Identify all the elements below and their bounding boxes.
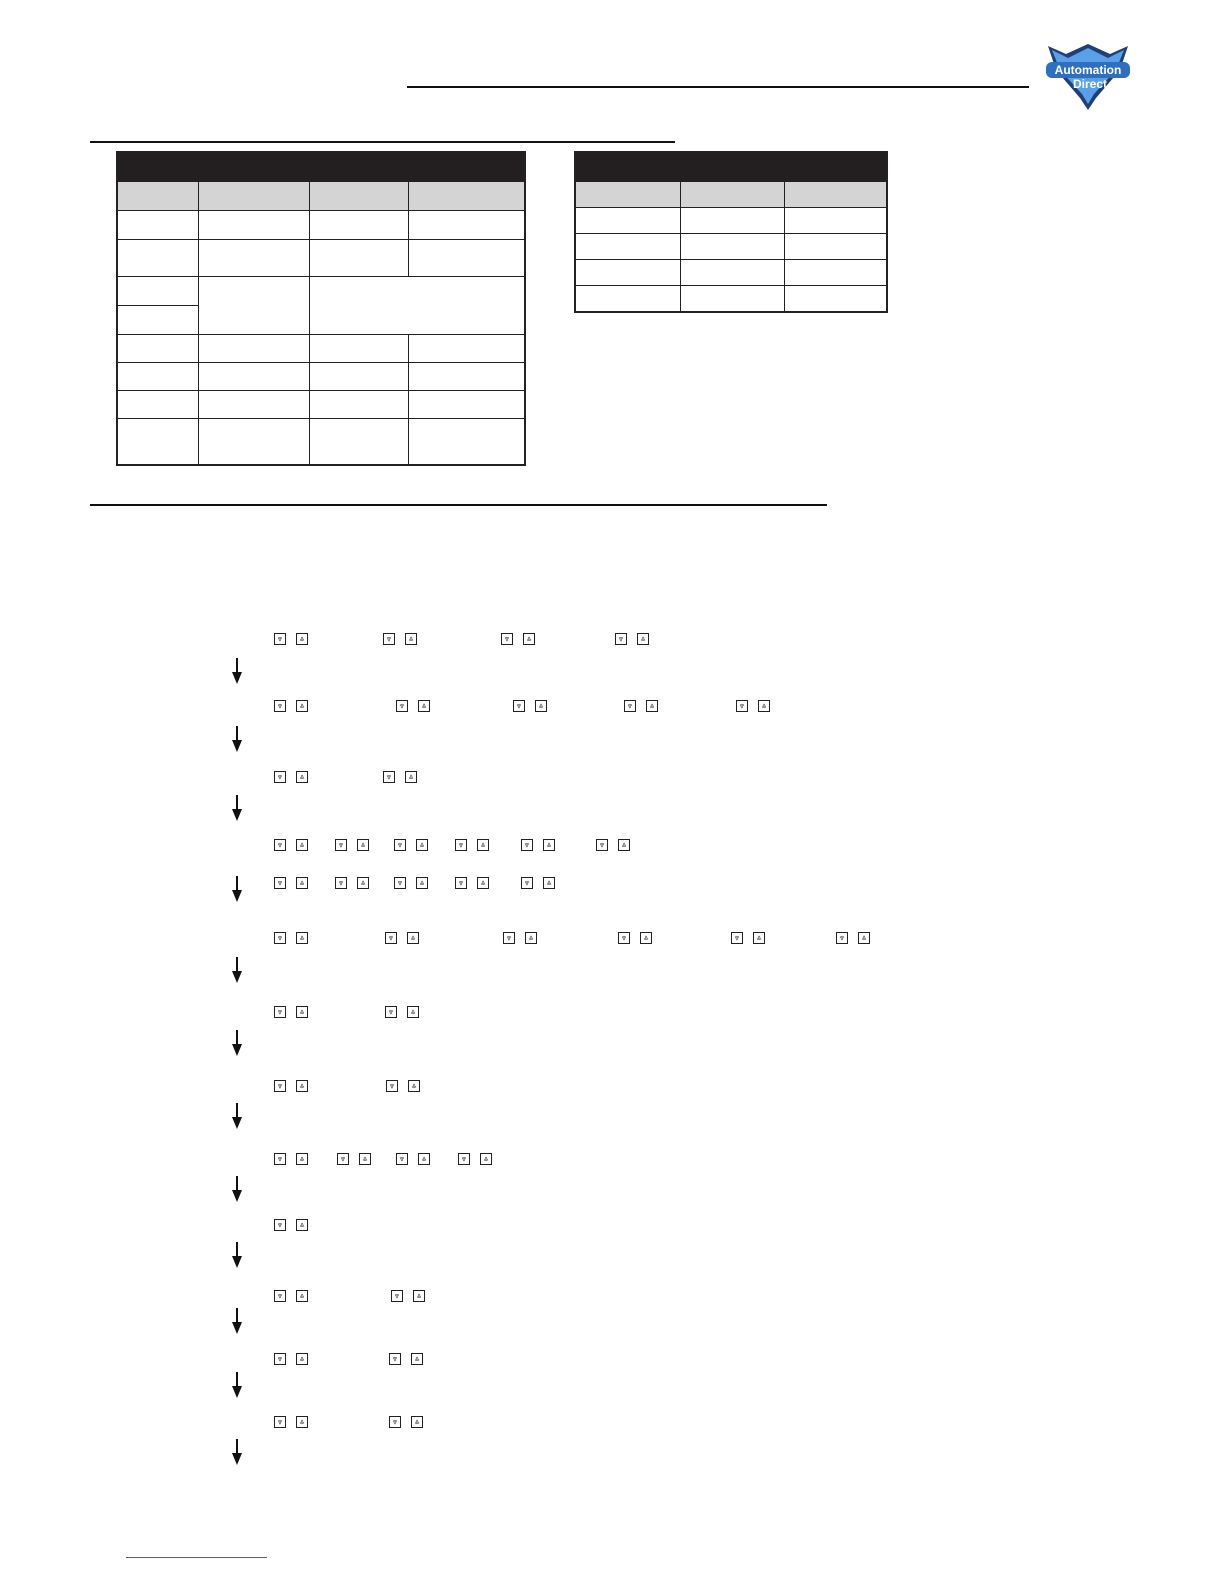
scroll-up-key-icon: ⩓: [296, 1080, 308, 1092]
scroll-up-key-icon: ⩓: [543, 839, 555, 851]
scroll-down-key-icon: ⩔: [389, 1416, 401, 1428]
down-arrow-icon: [231, 1439, 243, 1467]
scroll-down-key-icon: ⩔: [615, 633, 627, 645]
down-arrow-icon: [231, 1308, 243, 1336]
table-row: [575, 208, 887, 234]
scroll-down-key-icon: ⩔: [503, 932, 515, 944]
table-row: [117, 277, 525, 306]
logo-text-line1: Automation: [1054, 63, 1122, 77]
scroll-up-key-icon: ⩓: [646, 700, 658, 712]
table-row: [117, 211, 525, 240]
scroll-down-key-icon: ⩔: [389, 1353, 401, 1365]
scroll-up-key-icon: ⩓: [418, 700, 430, 712]
down-arrow-icon: [231, 1372, 243, 1400]
scroll-up-key-icon: ⩓: [407, 1006, 419, 1018]
table-row: [117, 419, 525, 465]
scroll-up-key-icon: ⩓: [296, 877, 308, 889]
scroll-down-key-icon: ⩔: [274, 1290, 286, 1302]
scroll-down-key-icon: ⩔: [513, 700, 525, 712]
scroll-up-key-icon: ⩓: [523, 633, 535, 645]
left-spec-table: [116, 151, 526, 466]
scroll-up-key-icon: ⩓: [640, 932, 652, 944]
scroll-up-key-icon: ⩓: [413, 1290, 425, 1302]
header-rule: [407, 86, 1029, 88]
scroll-up-key-icon: ⩓: [296, 1006, 308, 1018]
table-row: [575, 260, 887, 286]
scroll-up-key-icon: ⩓: [296, 1153, 308, 1165]
scroll-down-key-icon: ⩔: [455, 877, 467, 889]
scroll-down-key-icon: ⩔: [836, 932, 848, 944]
table-row: [117, 240, 525, 277]
scroll-down-key-icon: ⩔: [731, 932, 743, 944]
scroll-up-key-icon: ⩓: [480, 1153, 492, 1165]
table-subheader-row: [117, 182, 525, 211]
scroll-down-key-icon: ⩔: [618, 932, 630, 944]
scroll-down-key-icon: ⩔: [337, 1153, 349, 1165]
table-row: [117, 391, 525, 419]
table-header-row: [117, 152, 525, 182]
scroll-up-key-icon: ⩓: [477, 839, 489, 851]
scroll-down-key-icon: ⩔: [624, 700, 636, 712]
scroll-up-key-icon: ⩓: [296, 1219, 308, 1231]
scroll-up-key-icon: ⩓: [359, 1153, 371, 1165]
scroll-down-key-icon: ⩔: [274, 1153, 286, 1165]
scroll-down-key-icon: ⩔: [274, 633, 286, 645]
scroll-down-key-icon: ⩔: [274, 700, 286, 712]
scroll-up-key-icon: ⩓: [296, 700, 308, 712]
section-rule-tables: [90, 141, 675, 143]
scroll-down-key-icon: ⩔: [394, 877, 406, 889]
scroll-up-key-icon: ⩓: [637, 633, 649, 645]
scroll-down-key-icon: ⩔: [458, 1153, 470, 1165]
scroll-down-key-icon: ⩔: [386, 1080, 398, 1092]
right-spec-table: [574, 151, 888, 313]
down-arrow-icon: [231, 795, 243, 823]
table-row: [575, 234, 887, 260]
table-header-row: [575, 152, 887, 182]
scroll-up-key-icon: ⩓: [418, 1153, 430, 1165]
scroll-up-key-icon: ⩓: [543, 877, 555, 889]
scroll-down-key-icon: ⩔: [274, 1219, 286, 1231]
scroll-down-key-icon: ⩔: [335, 839, 347, 851]
scroll-down-key-icon: ⩔: [394, 839, 406, 851]
automation-direct-logo: [1040, 40, 1136, 112]
down-arrow-icon: [231, 957, 243, 985]
scroll-up-key-icon: ⩓: [407, 932, 419, 944]
logo-text-line2: Direct: [1072, 77, 1108, 91]
scroll-up-key-icon: ⩓: [416, 877, 428, 889]
scroll-down-key-icon: ⩔: [736, 700, 748, 712]
scroll-up-key-icon: ⩓: [296, 1416, 308, 1428]
scroll-down-key-icon: ⩔: [383, 771, 395, 783]
scroll-down-key-icon: ⩔: [385, 932, 397, 944]
scroll-down-key-icon: ⩔: [274, 1353, 286, 1365]
down-arrow-icon: [231, 1103, 243, 1131]
scroll-down-key-icon: ⩔: [274, 1080, 286, 1092]
down-arrow-icon: [231, 658, 243, 686]
scroll-up-key-icon: ⩓: [296, 839, 308, 851]
scroll-up-key-icon: ⩓: [535, 700, 547, 712]
scroll-down-key-icon: ⩔: [274, 1006, 286, 1018]
scroll-down-key-icon: ⩔: [385, 1006, 397, 1018]
scroll-up-key-icon: ⩓: [357, 839, 369, 851]
scroll-down-key-icon: ⩔: [521, 839, 533, 851]
scroll-up-key-icon: ⩓: [408, 1080, 420, 1092]
scroll-up-key-icon: ⩓: [296, 932, 308, 944]
scroll-down-key-icon: ⩔: [274, 1416, 286, 1428]
section-rule-procedure: [90, 504, 827, 506]
table-row: [117, 363, 525, 391]
scroll-down-key-icon: ⩔: [274, 771, 286, 783]
scroll-up-key-icon: ⩓: [525, 932, 537, 944]
scroll-down-key-icon: ⩔: [391, 1290, 403, 1302]
scroll-down-key-icon: ⩔: [396, 1153, 408, 1165]
scroll-down-key-icon: ⩔: [455, 839, 467, 851]
down-arrow-icon: [231, 726, 243, 754]
scroll-up-key-icon: ⩓: [405, 771, 417, 783]
scroll-up-key-icon: ⩓: [858, 932, 870, 944]
scroll-up-key-icon: ⩓: [405, 633, 417, 645]
scroll-up-key-icon: ⩓: [411, 1416, 423, 1428]
scroll-up-key-icon: ⩓: [618, 839, 630, 851]
scroll-down-key-icon: ⩔: [521, 877, 533, 889]
table-row: [117, 335, 525, 363]
scroll-down-key-icon: ⩔: [335, 877, 347, 889]
down-arrow-icon: [231, 1176, 243, 1204]
scroll-up-key-icon: ⩓: [357, 877, 369, 889]
scroll-up-key-icon: ⩓: [758, 700, 770, 712]
scroll-down-key-icon: ⩔: [501, 633, 513, 645]
scroll-down-key-icon: ⩔: [274, 932, 286, 944]
footer-link-underline[interactable]: [126, 1557, 267, 1558]
down-arrow-icon: [231, 1242, 243, 1270]
scroll-down-key-icon: ⩔: [596, 839, 608, 851]
scroll-down-key-icon: ⩔: [383, 633, 395, 645]
scroll-up-key-icon: ⩓: [296, 1290, 308, 1302]
scroll-up-key-icon: ⩓: [753, 932, 765, 944]
scroll-down-key-icon: ⩔: [274, 839, 286, 851]
scroll-up-key-icon: ⩓: [296, 1353, 308, 1365]
scroll-down-key-icon: ⩔: [274, 877, 286, 889]
scroll-down-key-icon: ⩔: [396, 700, 408, 712]
down-arrow-icon: [231, 876, 243, 904]
scroll-up-key-icon: ⩓: [296, 771, 308, 783]
down-arrow-icon: [231, 1030, 243, 1058]
table-row: [575, 286, 887, 312]
scroll-up-key-icon: ⩓: [477, 877, 489, 889]
scroll-up-key-icon: ⩓: [411, 1353, 423, 1365]
table-subheader-row: [575, 182, 887, 208]
scroll-up-key-icon: ⩓: [296, 633, 308, 645]
scroll-up-key-icon: ⩓: [416, 839, 428, 851]
